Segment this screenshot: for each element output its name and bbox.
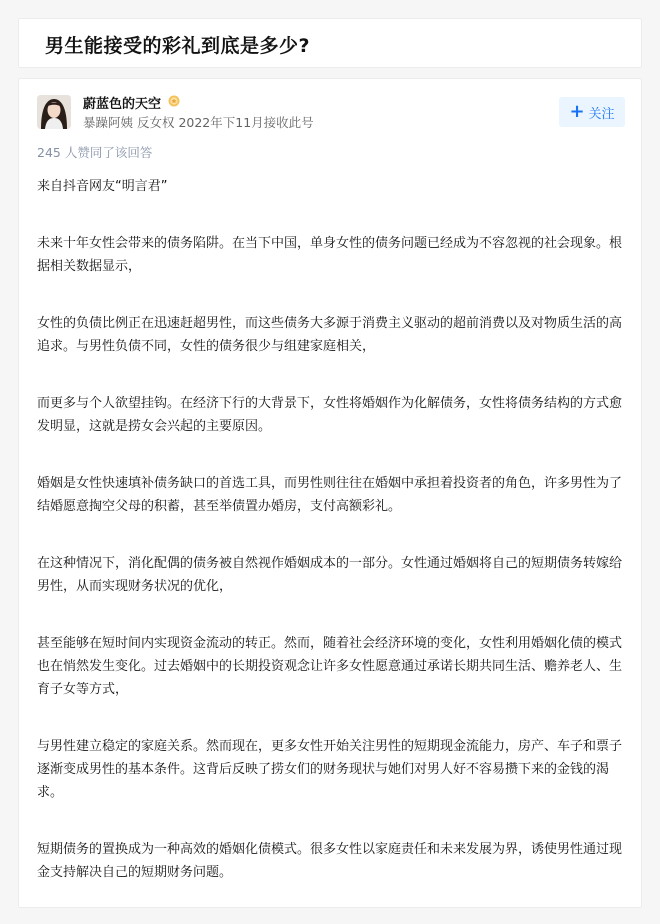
author-bio: 暴躁阿姨 反女权 2022年下11月接收此号 [83,115,314,130]
paragraph: 女性的负债比例正在迅速赶超男性，而这些债务大多源于消费主义驱动的超前消费以及对物质生活的高追求。与男性负债不同，女性的债务很少与组建家庭相关， [37,316,623,354]
avatar[interactable] [37,95,71,129]
question-title[interactable]: 男生能接受的彩礼到底是多少? [45,35,311,57]
paragraph: 而更多与个人欲望挂钩。在经济下行的大背景下，女性将婚姻作为化解债务，女性将债务结构的方式愈发明显，这就是捞女会兴起的主要原因。 [37,396,623,434]
paragraph: 与男性建立稳定的家庭关系。然而现在，更多女性开始关注男性的短期现金流能力，房产、车子和票子逐渐变成男性的基本条件。这背后反映了捞女们的财务现状与她们对男人好不容易攒下来的金钱的渴求。 [37,739,623,800]
paragraph: 未来十年女性会带来的债务陷阱。在当下中国，单身女性的债务问题已经成为不容忽视的社会现象。根据相关数据显示， [37,236,623,274]
medal-badge-icon [168,95,180,107]
follow-button[interactable] [559,97,625,127]
plus-icon: + [569,101,585,122]
paragraph: 婚姻是女性快速填补债务缺口的首选工具，而男性则往往在婚姻中承担着投资者的角色，许多男性为了结婚愿意掏空父母的积蓄，甚至举债置办婚房，支付高额彩礼。 [37,476,623,514]
avatar-image-icon [37,95,71,129]
author-name[interactable]: 蔚蓝色的天空 [83,97,162,112]
follow-label: 关注 [588,106,615,122]
vote-count[interactable]: 245 人赞同了该回答 [37,145,153,160]
answer-card [18,78,642,908]
paragraph: 甚至能够在短时间内实现资金流动的转正。然而，随着社会经济环境的变化，女性利用婚姻化债的模式也在悄然发生变化。过去婚姻中的长期投资观念让许多女性愿意通过承诺长期共同生活、赡养老人、生育子女等方式， [37,636,623,697]
paragraph: 短期债务的置换成为一种高效的婚姻化债模式。很多女性以家庭责任和未来发展为界，诱使男性通过现金支持解决自己的短期财务问题。 [37,842,623,880]
question-header [18,18,642,68]
paragraph: 在这种情况下，消化配偶的债务被自然视作婚姻成本的一部分。女性通过婚姻将自己的短期债务转嫁给男性，从而实现财务状况的优化， [37,556,623,594]
paragraph: 来自抖音网友“明言君” [37,179,168,194]
answer-content [37,175,627,884]
